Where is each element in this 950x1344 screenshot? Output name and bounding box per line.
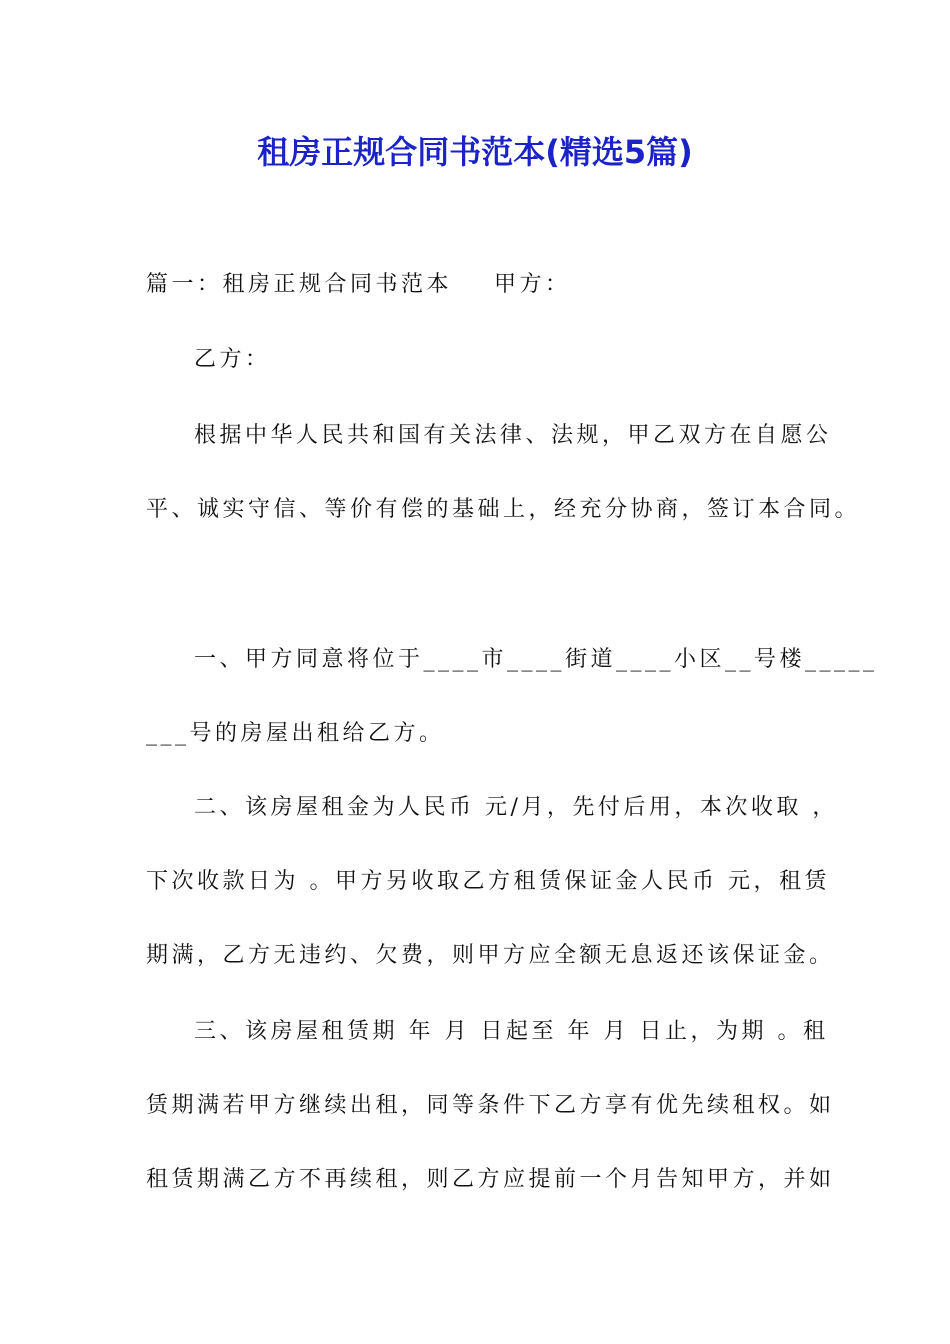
body-text-line: 根据中华人民共和国有关法律、法规，甲乙双方在自愿公	[194, 423, 832, 448]
clause-two-line: 期满，乙方无违约、欠费，则甲方应全额无息返还该保证金。	[146, 943, 835, 968]
clause-one-line: 一、甲方同意将位于____市____街道____小区__号楼_____	[194, 647, 878, 672]
clause-three-line: 赁期满若甲方继续出租，同等条件下乙方享有优先续租权。如	[146, 1093, 835, 1118]
clause-two-line: 二、该房屋租金为人民币 元/月，先付后用，本次收取 ，	[194, 795, 838, 820]
party-b-line: 乙方：	[194, 347, 271, 372]
clause-two-line: 下次收款日为 。甲方另收取乙方租赁保证金人民币 元，租赁	[146, 869, 830, 894]
clause-one-line: ___号的房屋出租给乙方。	[146, 721, 445, 746]
document-title: 租房正规合同书范本(精选5篇)	[257, 133, 693, 171]
section-heading-line: 篇一：租房正规合同书范本 甲方：	[146, 272, 571, 297]
clause-three-line: 三、该房屋租赁期 年 月 日起至 年 月 日止，为期 。租	[194, 1019, 829, 1044]
body-text-line: 平、诚实守信、等价有偿的基础上，经充分协商，签订本合同。	[146, 497, 861, 522]
clause-three-line: 租赁期满乙方不再续租，则乙方应提前一个月告知甲方，并如	[146, 1167, 835, 1192]
